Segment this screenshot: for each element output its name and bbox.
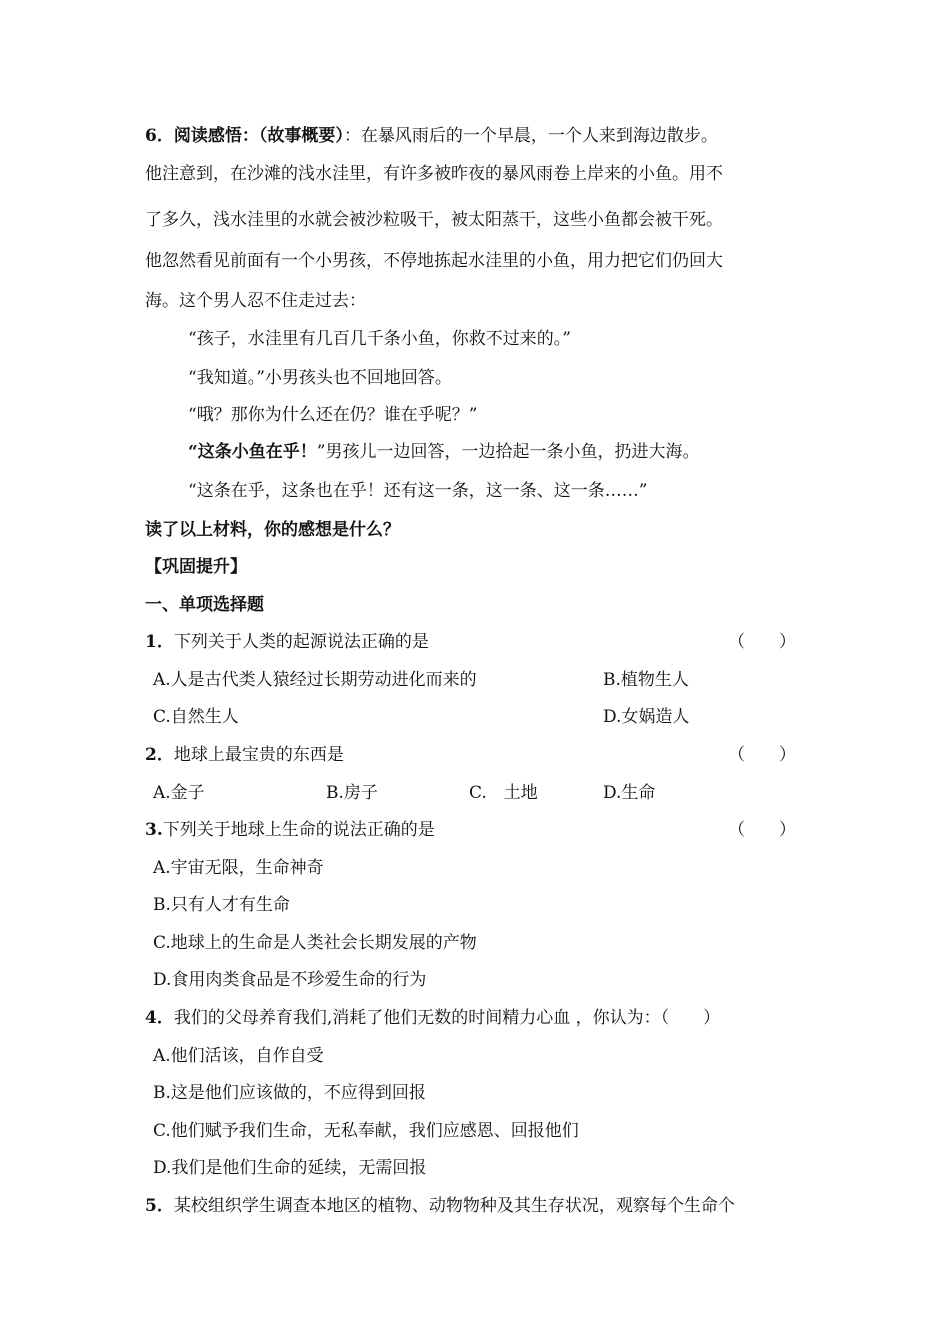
option-4c: C.他们赋予我们生命，无私奉献，我们应感恩、回报他们 bbox=[153, 1121, 579, 1141]
reading-label: 6．阅读感悟：（故事概要） bbox=[145, 126, 344, 146]
option-4d: D.我们是他们生命的延续，无需回报 bbox=[153, 1158, 427, 1178]
dialog-rest: ”男孩儿一边回答，一边拾起一条小鱼，扔进大海。 bbox=[316, 442, 700, 462]
option-1c: C.自然生人 bbox=[153, 707, 239, 727]
question-1 bbox=[145, 631, 429, 653]
reading-line-3: 了多久，浅水洼里的水就会被沙粒吸干，被太阳蒸干，这些小鱼都会被干死。 bbox=[145, 210, 723, 230]
question-number: 3. bbox=[145, 820, 163, 840]
question-2 bbox=[145, 744, 344, 766]
question-text: 下列关于人类的起源说法正确的是 bbox=[173, 632, 429, 652]
reading-text: ：在暴风雨后的一个早晨，一个人来到海边散步。 bbox=[343, 126, 718, 146]
option-3a: A.宇宙无限，生命神奇 bbox=[153, 858, 324, 878]
option-2a: A.金子 bbox=[153, 783, 205, 803]
answer-blank: （ ） bbox=[728, 745, 796, 765]
reading-line-4: 他忽然看见前面有一个小男孩，不停地拣起水洼里的小鱼，用力把它们仍回大 bbox=[145, 251, 723, 271]
option-1b: B.植物生人 bbox=[603, 670, 689, 690]
question-number: 2． bbox=[145, 745, 174, 765]
option-1d: D.女娲造人 bbox=[603, 707, 690, 727]
answer-blank: （ ） bbox=[728, 632, 796, 652]
question-number: 4． bbox=[145, 1008, 174, 1028]
option-3b: B.只有人才有生命 bbox=[153, 895, 290, 915]
question-text: 下列关于地球上生命的说法正确的是 bbox=[162, 820, 435, 840]
dialog-line-4 bbox=[188, 441, 699, 463]
option-3c: C.地球上的生命是人类社会长期发展的产物 bbox=[153, 933, 477, 953]
question-4 bbox=[145, 1007, 720, 1029]
option-1a: A.人是古代类人猿经过长期劳动进化而来的 bbox=[153, 670, 477, 690]
question-5 bbox=[145, 1195, 735, 1217]
option-4b: B.这是他们应该做的，不应得到回报 bbox=[153, 1083, 426, 1103]
dialog-bold: “这条小鱼在乎！ bbox=[188, 442, 317, 462]
option-2b: B.房子 bbox=[326, 783, 378, 803]
question-number: 1． bbox=[145, 632, 174, 652]
question-text: 我们的父母养育我们,消耗了他们无数的时间精力心血 ，你认为：（ ） bbox=[173, 1008, 721, 1028]
option-4a: A.他们活该，自作自受 bbox=[153, 1046, 324, 1066]
answer-blank: （ ） bbox=[728, 820, 796, 840]
question-text: 地球上最宝贵的东西是 bbox=[173, 745, 344, 765]
question-number: 5． bbox=[145, 1196, 174, 1216]
section-title: 【巩固提升】 bbox=[145, 557, 247, 577]
dialog-line-5: “这条在乎，这条也在乎！还有这一条，这一条、这一条……” bbox=[188, 481, 648, 501]
reading-line-2: 他注意到，在沙滩的浅水洼里，有许多被昨夜的暴风雨卷上岸来的小鱼。用不 bbox=[145, 164, 723, 184]
dialog-line-2: “我知道。”小男孩头也不回地回答。 bbox=[188, 368, 452, 388]
option-2c: C. 土地 bbox=[469, 783, 538, 803]
question-3 bbox=[145, 819, 435, 841]
reading-question: 读了以上材料，你的感想是什么？ bbox=[145, 520, 400, 540]
section-subtitle: 一、单项选择题 bbox=[145, 595, 264, 615]
dialog-line-3: “哦？那你为什么还在仍？谁在乎呢？” bbox=[188, 405, 478, 425]
question-text: 某校组织学生调查本地区的植物、动物物种及其生存状况，观察每个生命个 bbox=[173, 1196, 735, 1216]
dialog-line-1: “孩子，水洼里有几百几千条小鱼，你救不过来的。” bbox=[188, 329, 571, 349]
option-2d: D.生命 bbox=[603, 783, 656, 803]
reading-line-5: 海。这个男人忍不住走过去： bbox=[145, 291, 366, 311]
option-3d: D.食用肉类食品是不珍爱生命的行为 bbox=[153, 970, 427, 990]
reading-line-1 bbox=[145, 125, 718, 147]
